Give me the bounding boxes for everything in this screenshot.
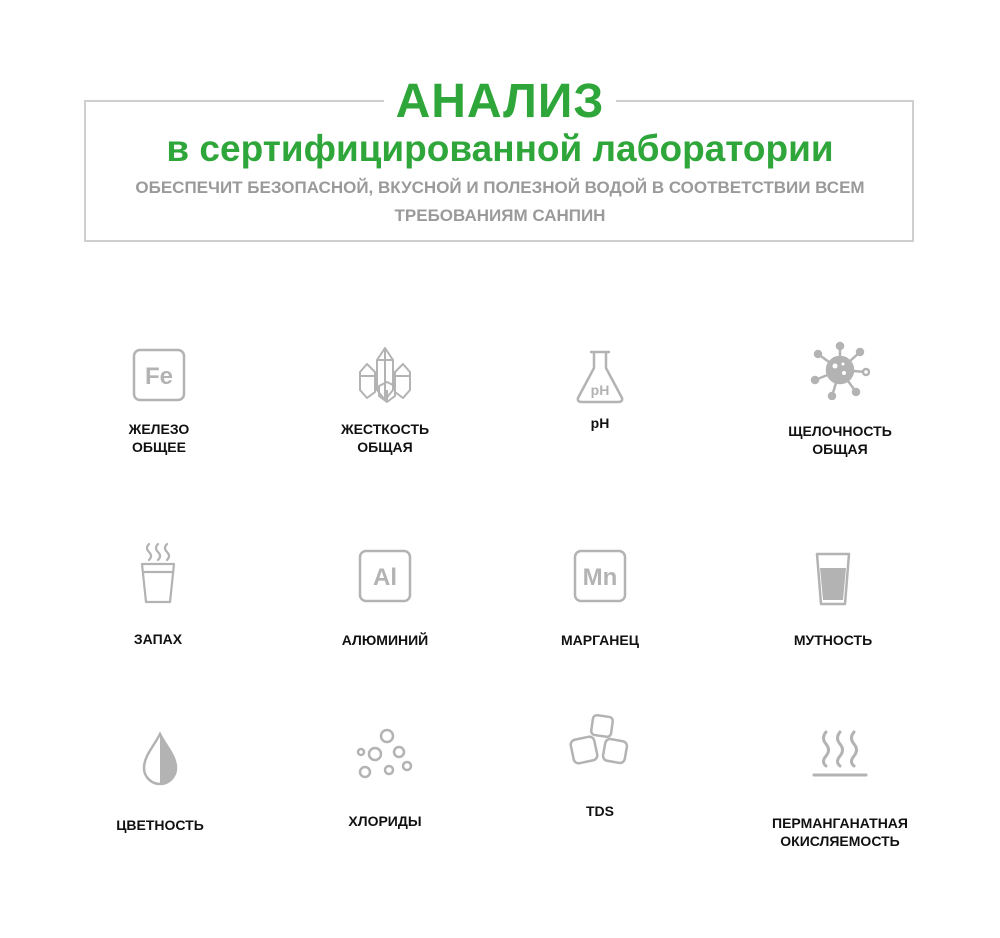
- parameter-item-iron: [59, 346, 259, 456]
- molecule-burst-icon: [810, 340, 870, 400]
- parameter-item-color: [60, 730, 260, 834]
- parameter-label: МАРГАНЕЦ: [561, 632, 639, 648]
- parameter-label: ПЕРМАНГАНАТНАЯ ОКИСЛЯЕМОСТЬ: [772, 815, 908, 849]
- parameter-label: ЦВЕТНОСТЬ: [116, 817, 204, 833]
- mn-element-icon: [570, 547, 630, 607]
- parameter-item-aluminium: [285, 547, 485, 649]
- parameter-label: МУТНОСТЬ: [793, 632, 873, 648]
- parameter-item-odor: [58, 542, 258, 648]
- parameter-label: TDS: [586, 803, 614, 819]
- bubbles-icon: [353, 726, 417, 786]
- crystals-icon: [355, 346, 415, 406]
- parameter-item-permanganate: [740, 728, 940, 850]
- parameter-label: ЖЕЛЕЗО ОБЩЕЕ: [128, 421, 190, 455]
- parameter-item-chlorides: [285, 726, 485, 830]
- parameter-item-turbidity: [733, 548, 933, 649]
- header-note: ОБЕСПЕЧИТ БЕЗОПАСНОЙ, ВКУСНОЙ И ПОЛЕЗНОЙ ВОДОЙ В СООТВЕТСТВИИ ВСЕМ ТРЕБОВАНИЯМ САНПИН: [135, 178, 865, 225]
- water-drop-icon: [130, 730, 190, 790]
- svg-text:pH: pH: [590, 382, 610, 398]
- hot-cup-icon: [128, 542, 188, 606]
- svg-text:Mn: Mn: [582, 564, 618, 591]
- cubes-icon: [568, 712, 632, 776]
- parameter-item-manganese: [500, 547, 700, 649]
- fe-element-icon: [129, 346, 189, 406]
- flask-icon: [570, 346, 630, 406]
- parameter-label: ЖЕСТКОСТЬ ОБЩАЯ: [340, 421, 430, 455]
- parameter-item-tds: [500, 712, 700, 820]
- al-element-icon: [355, 547, 415, 607]
- page-subtitle: в сертифицированной лаборатории: [166, 128, 834, 169]
- water-glass-icon: [803, 548, 863, 608]
- parameter-label: ЩЕЛОЧНОСТЬ ОБЩАЯ: [788, 423, 892, 457]
- heat-waves-icon: [810, 728, 870, 780]
- parameter-label: АЛЮМИНИЙ: [341, 632, 429, 648]
- svg-text:Fe: Fe: [144, 363, 174, 390]
- parameter-item-ph: [500, 346, 700, 432]
- parameter-label: ХЛОРИДЫ: [348, 813, 422, 829]
- parameter-item-alkalinity: [740, 340, 940, 458]
- parameter-label: pH: [590, 415, 610, 431]
- parameter-item-hardness: [285, 346, 485, 456]
- parameter-label: ЗАПАХ: [133, 631, 183, 647]
- svg-text:Al: Al: [373, 564, 397, 591]
- page-title: АНАЛИЗ: [384, 74, 616, 130]
